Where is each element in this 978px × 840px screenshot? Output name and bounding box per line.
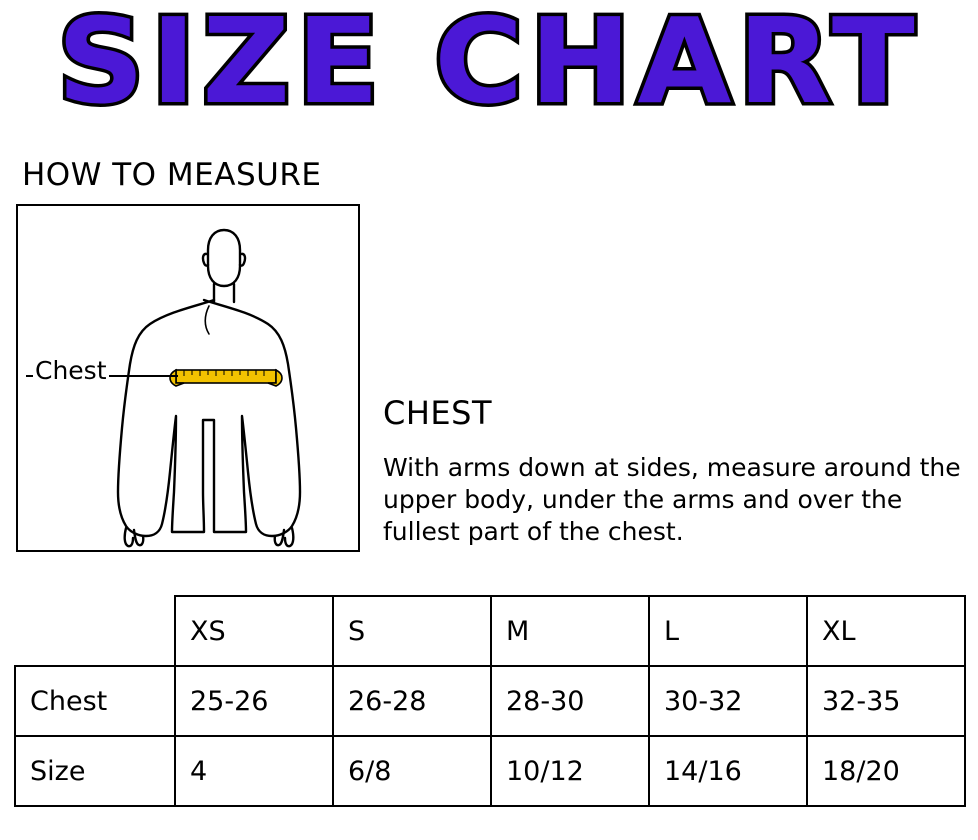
table-corner-cell xyxy=(15,596,175,666)
tape-measure xyxy=(170,366,282,395)
row-label-size: Size xyxy=(15,736,175,806)
table-header-row xyxy=(15,596,965,666)
table-row xyxy=(15,666,965,736)
cell-size-xs: 4 xyxy=(175,736,333,806)
chest-figure-label: Chest xyxy=(35,356,107,385)
size-table xyxy=(14,595,966,807)
row-label-chest: Chest xyxy=(15,666,175,736)
cell-size-s: 6/8 xyxy=(333,736,491,806)
cell-chest-m: 28-30 xyxy=(491,666,649,736)
page-title: SIZE CHART xyxy=(56,0,922,130)
cell-size-l: 14/16 xyxy=(649,736,807,806)
table-row xyxy=(15,736,965,806)
table-header-xs: XS xyxy=(175,596,333,666)
cell-size-m: 10/12 xyxy=(491,736,649,806)
cell-chest-l: 30-32 xyxy=(649,666,807,736)
cell-chest-s: 26-28 xyxy=(333,666,491,736)
cell-chest-xl: 32-35 xyxy=(807,666,965,736)
how-to-measure-heading: HOW TO MEASURE xyxy=(22,157,322,193)
cell-size-xl: 18/20 xyxy=(807,736,965,806)
description-body: With arms down at sides, measure around the upper body, under the arms and over the fullest part of the chest. xyxy=(383,453,961,546)
description-title: CHEST xyxy=(383,394,492,432)
table-header-s: S xyxy=(333,596,491,666)
cell-chest-xs: 25-26 xyxy=(175,666,333,736)
table-header-l: L xyxy=(649,596,807,666)
table-header-m: M xyxy=(491,596,649,666)
table-header-xl: XL xyxy=(807,596,965,666)
